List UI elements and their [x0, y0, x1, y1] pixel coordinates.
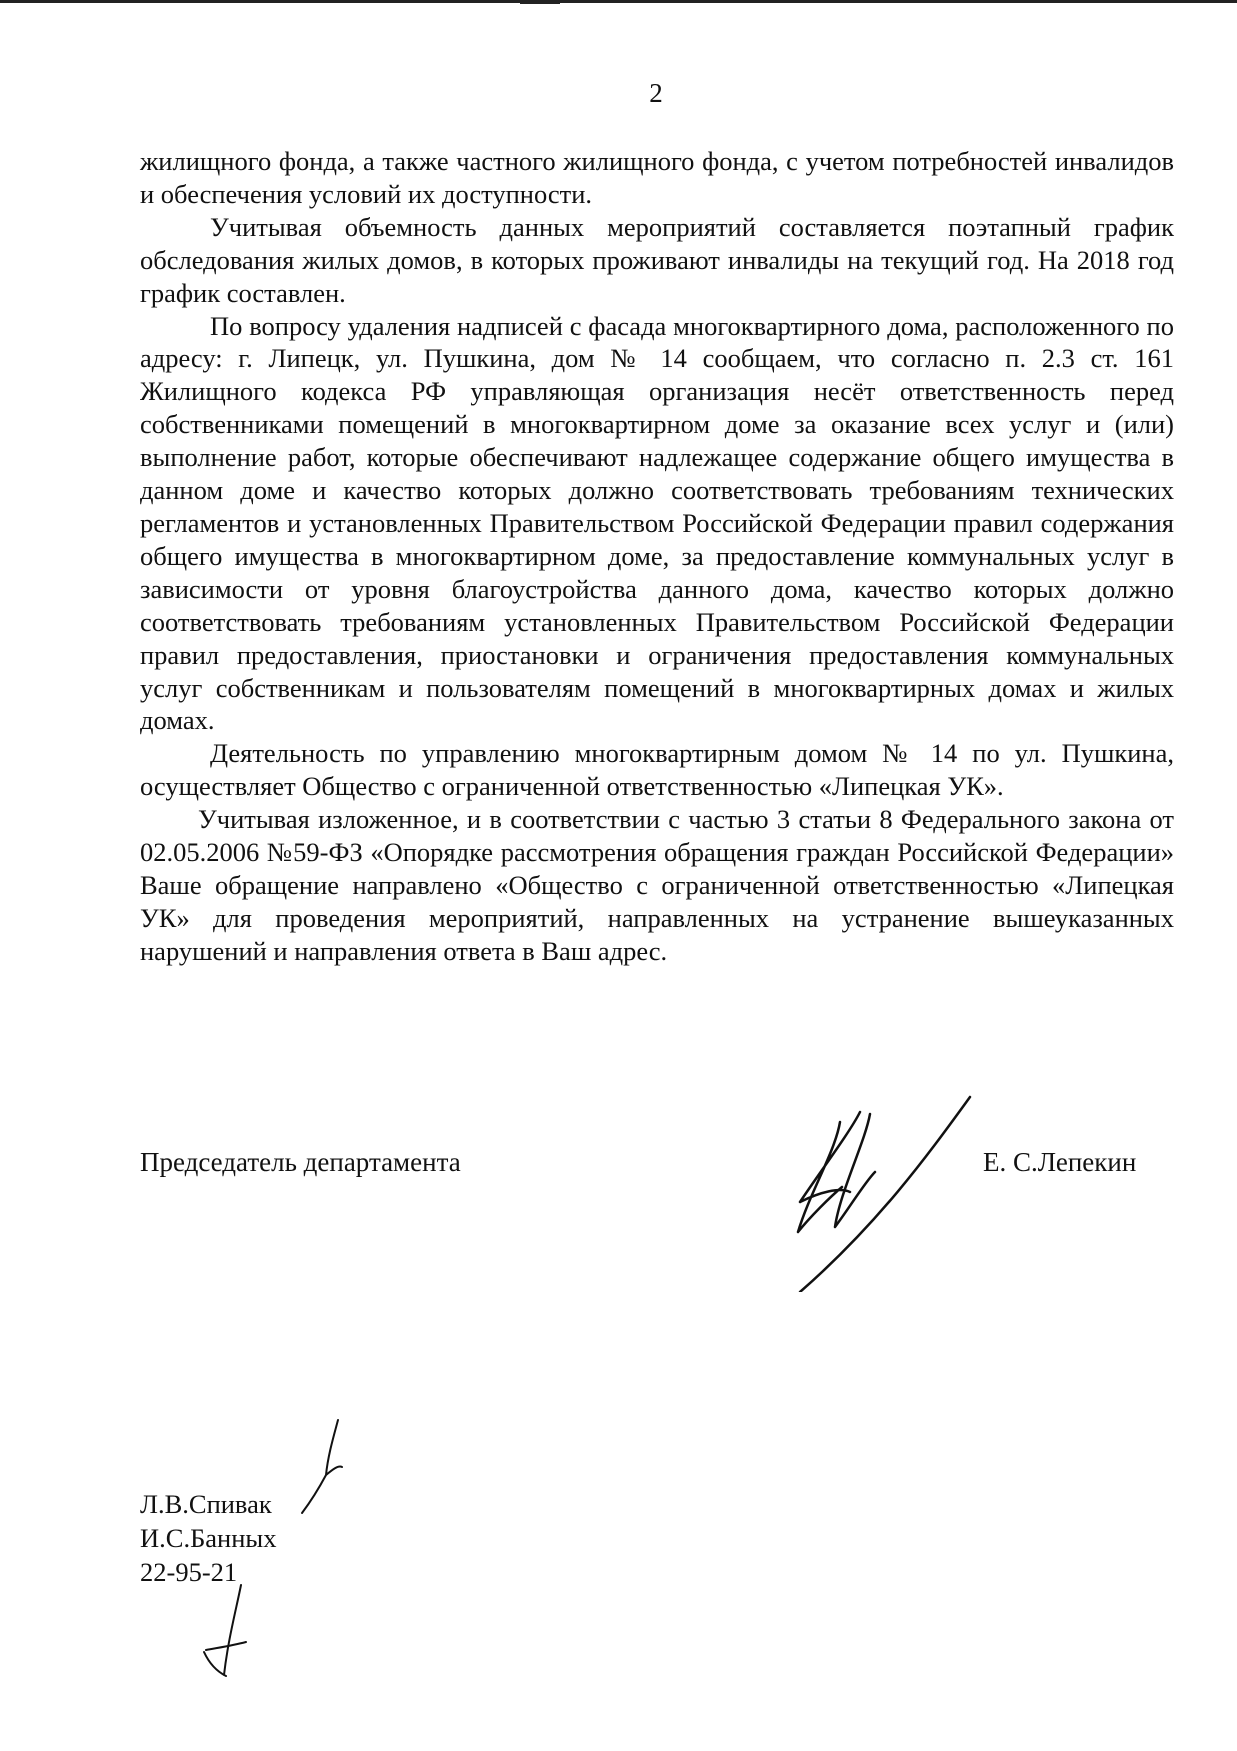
paragraph-1: жилищного фонда, а также частного жилищного фонда, с учетом потребностей инвалидов и обеспечения условий их доступности. — [140, 146, 1174, 209]
handwritten-initial — [196, 1580, 256, 1680]
executors-block — [140, 1487, 276, 1589]
executor-phone: 22-95-21 — [140, 1557, 238, 1587]
handwritten-signature — [780, 1092, 980, 1292]
scan-edge — [0, 0, 1237, 3]
paragraph-5: Учитывая изложенное, и в соответствии с частью 3 статьи 8 Федерального закона от 02.05.2006 №59-ФЗ «Опорядке рассмотрения обращения граждан Российской Федерации» Ваше обращение направлено «Общество с ограниченной ответственностью «Липецкая УК» для проведения мероприятий, направленных на устранение вышеуказанных нарушений и направления ответа в Ваш адрес. — [140, 804, 1174, 966]
scan-edge-mark — [520, 0, 560, 4]
executor-name-1: Л.В.Спивак — [140, 1489, 272, 1519]
paragraph-3: По вопросу удаления надписей с фасада многоквартирного дома, расположенного по адресу: г. Липецк, ул. Пушкина, дом № 14 сообщаем, что согласно п. 2.3 ст. 161 Жилищного кодекса РФ управляющая организация несёт ответственность перед собственниками помещений в многоквартирном доме за оказание всех услуг и (или) выполнение работ, которые обеспечивают надлежащее содержание общего имущества в данном доме и качество которых должно соответствовать требованиям технических регламентов и установленных Правительством Российской Федерации правил содержания общего имущества в многоквартирном доме, за предоставление коммунальных услуг в зависимости от уровня благоустройства данного дома, качество которых должно соответствовать требованиям установленных Правительством Российской Федерации правил предоставления, приостановки и ограничения предоставления коммунальных услуг собственникам и пользователям помещений в многоквартирных домах и жилых домах. — [140, 310, 1174, 736]
paragraph-4: Деятельность по управлению многоквартирным домом № 14 по ул. Пушкина, осуществляет Общество с ограниченной ответственностью «Липецкая УК». — [140, 738, 1174, 802]
letter-body — [140, 145, 1174, 968]
signatory-name: Е. С.Лепекин — [983, 1147, 1137, 1177]
page-number: 2 — [649, 78, 663, 108]
paragraph-2: Учитывая объемность данных мероприятий составляется поэтапный график обследования жилых домов, в которых проживают инвалиды на текущий год. На 2018 год график составлен. — [140, 211, 1174, 308]
signatory-title: Председатель департамента — [140, 1147, 461, 1177]
executor-name-2: И.С.Банных — [140, 1523, 277, 1553]
handwritten-initial — [298, 1415, 358, 1515]
